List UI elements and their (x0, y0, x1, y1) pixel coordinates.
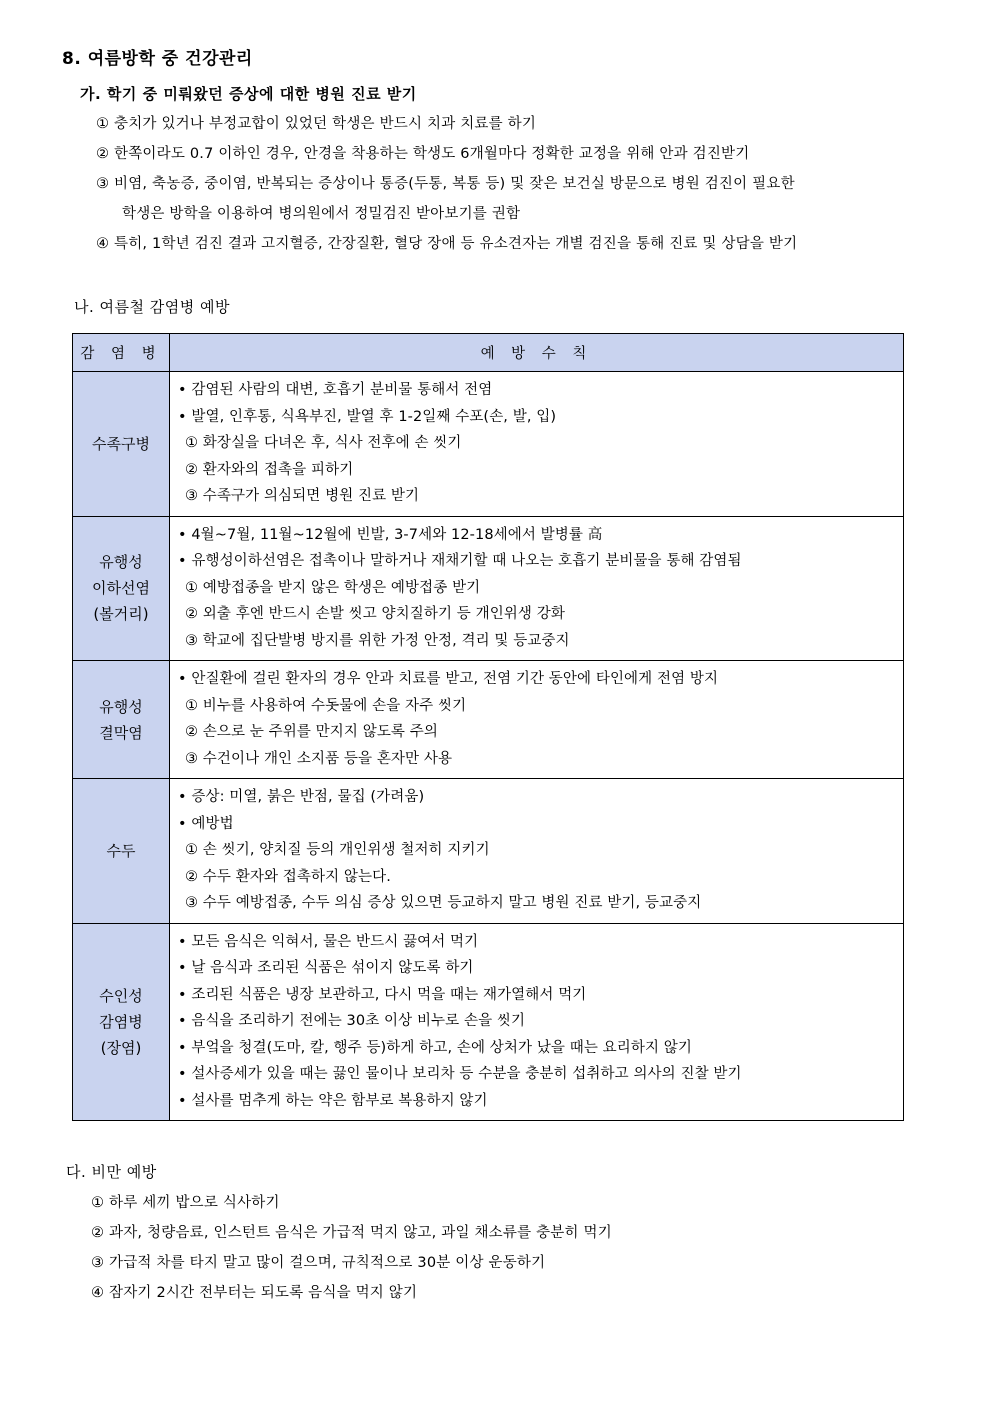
disease-name-line: 이하선염 (92, 579, 150, 598)
part-a-title: 가. 학기 중 미뤄왔던 증상에 대한 병원 진료 받기 (80, 85, 417, 103)
disease-name-line: 유행성 (99, 697, 143, 716)
rule-sub-item: ③ 수두 예방접종, 수두 의심 증상 있으면 등교하지 말고 병원 진료 받기, 등교중지 (185, 895, 702, 911)
rule-sub-item: ① 손 씻기, 양치질 등의 개인위생 철저히 지키기 (185, 842, 490, 858)
disease-name-line: 수족구병 (92, 434, 150, 453)
list-item: ③ 비염, 축농증, 중이염, 반복되는 증상이나 통증(두통, 복통 등) 및 잦은 보건실 방문으로 병원 검진이 필요한 (96, 176, 795, 192)
disease-name-line: (볼거리) (93, 605, 149, 624)
disease-name-cell (73, 779, 170, 924)
rule-bullet: • 증상: 미열, 붉은 반점, 물집 (가려움) (178, 789, 425, 805)
disease-name-line: 수두 (106, 841, 136, 860)
list-item: ① 충치가 있거나 부정교합이 있었던 학생은 반드시 치과 치료를 하기 (96, 116, 537, 132)
table-row (73, 372, 904, 517)
disease-prevention-table (72, 333, 904, 1121)
disease-name-line: 감염병 (99, 1012, 143, 1031)
table-header-row (73, 334, 904, 372)
rule-sub-item: ③ 학교에 집단발병 방지를 위한 가정 안정, 격리 및 등교중지 (185, 632, 570, 649)
list-item: ④ 잠자기 2시간 전부터는 되도록 음식을 먹지 않기 (91, 1285, 418, 1301)
disease-name-cell (73, 516, 170, 661)
prevention-rules-cell (170, 516, 904, 661)
rule-bullet: • 감염된 사람의 대변, 호흡기 분비물 통해서 전염 (178, 382, 493, 398)
list-item-continuation: 학생은 방학을 이용하여 병의원에서 정밀검진 받아보기를 권함 (122, 206, 521, 222)
part-c-list (91, 1192, 612, 1312)
rule-sub-item: ① 화장실을 다녀온 후, 식사 전후에 손 씻기 (185, 435, 462, 451)
part-c-title: 다. 비만 예방 (66, 1163, 157, 1181)
disease-name-line: (장염) (100, 1038, 142, 1057)
prevention-rules-cell (170, 923, 904, 1121)
rule-bullet: • 안질환에 걸린 환자의 경우 안과 치료를 받고, 전염 기간 동안에 타인에게 전염 방지 (178, 671, 719, 687)
rule-bullet: • 설사를 멈추게 하는 약은 함부로 복용하지 않기 (178, 1092, 488, 1109)
rule-sub-item: ② 손으로 눈 주위를 만지지 않도록 주의 (185, 724, 438, 740)
list-item: ② 과자, 청량음료, 인스턴트 음식은 가급적 먹지 않고, 과일 채소류를 충분히 먹기 (91, 1225, 612, 1241)
table-row (73, 661, 904, 779)
part-a-list (96, 113, 797, 263)
disease-name-line: 결막염 (99, 723, 143, 742)
disease-name-cell (73, 661, 170, 779)
table-row (73, 779, 904, 924)
table-row (73, 923, 904, 1121)
rule-sub-item: ② 수두 환자와 접촉하지 않는다. (185, 868, 391, 885)
rule-sub-item: ① 예방접종을 받지 않은 학생은 예방접종 받기 (185, 579, 481, 596)
rule-sub-item: ② 환자와의 접촉을 피하기 (185, 461, 354, 478)
disease-name-cell (73, 372, 170, 517)
rule-bullet: • 조리된 식품은 냉장 보관하고, 다시 먹을 때는 재가열해서 먹기 (178, 986, 587, 1003)
prevention-rules-cell (170, 372, 904, 517)
rule-sub-item: ③ 수건이나 개인 소지품 등을 혼자만 사용 (185, 750, 453, 767)
header-rules: 예 방 수 칙 (170, 334, 904, 372)
disease-name-line: 수인성 (99, 986, 143, 1005)
rule-bullet: • 유행성이하선염은 접촉이나 말하거나 재채기할 때 나오는 호흡기 분비물을 통해 감염됨 (178, 553, 742, 569)
prevention-rules-cell (170, 779, 904, 924)
list-item: ③ 가급적 차를 타지 말고 많이 걸으며, 규칙적으로 30분 이상 운동하기 (91, 1255, 546, 1271)
rule-bullet: • 발열, 인후통, 식욕부진, 발열 후 1-2일째 수포(손, 발, 입) (178, 408, 557, 425)
rule-bullet: • 음식을 조리하기 전에는 30초 이상 비누로 손을 씻기 (178, 1013, 526, 1029)
rule-bullet: • 설사증세가 있을 때는 끓인 물이나 보리차 등 수분을 충분히 섭취하고 의사의 진찰 받기 (178, 1066, 742, 1082)
rule-bullet: • 부엌을 청결(도마, 칼, 행주 등)하게 하고, 손에 상처가 났을 때는 요리하지 않기 (178, 1039, 693, 1056)
disease-name-line: 유행성 (99, 553, 143, 572)
table-row (73, 516, 904, 661)
rule-bullet: • 4월~7월, 11월~12월에 빈발, 3-7세와 12-18세에서 발병률 高 (178, 526, 603, 543)
rule-sub-item: ② 외출 후엔 반드시 손발 씻고 양치질하기 등 개인위생 강화 (185, 606, 565, 622)
rule-bullet: • 모든 음식은 익혀서, 물은 반드시 끓여서 먹기 (178, 933, 479, 950)
list-item: ④ 특히, 1학년 검진 결과 고지혈증, 간장질환, 혈당 장애 등 유소견자는 개별 검진을 통해 진료 및 상담을 받기 (96, 236, 798, 252)
rule-sub-item: ③ 수족구가 의심되면 병원 진료 받기 (185, 488, 420, 504)
rule-bullet: • 예방법 (178, 815, 234, 832)
header-disease: 감 염 병 (73, 334, 170, 372)
section-title: 8. 여름방학 중 건강관리 (62, 49, 253, 69)
list-item: ① 하루 세끼 밥으로 식사하기 (91, 1195, 280, 1211)
rule-bullet: • 날 음식과 조리된 식품은 섞이지 않도록 하기 (178, 960, 474, 976)
part-b-title: 나. 여름철 감염병 예방 (74, 298, 230, 316)
disease-name-cell (73, 923, 170, 1121)
list-item: ② 한쪽이라도 0.7 이하인 경우, 안경을 착용하는 학생도 6개월마다 정확한 교정을 위해 안과 검진받기 (96, 146, 750, 162)
prevention-rules-cell (170, 661, 904, 779)
rule-sub-item: ① 비누를 사용하여 수돗물에 손을 자주 씻기 (185, 697, 467, 714)
